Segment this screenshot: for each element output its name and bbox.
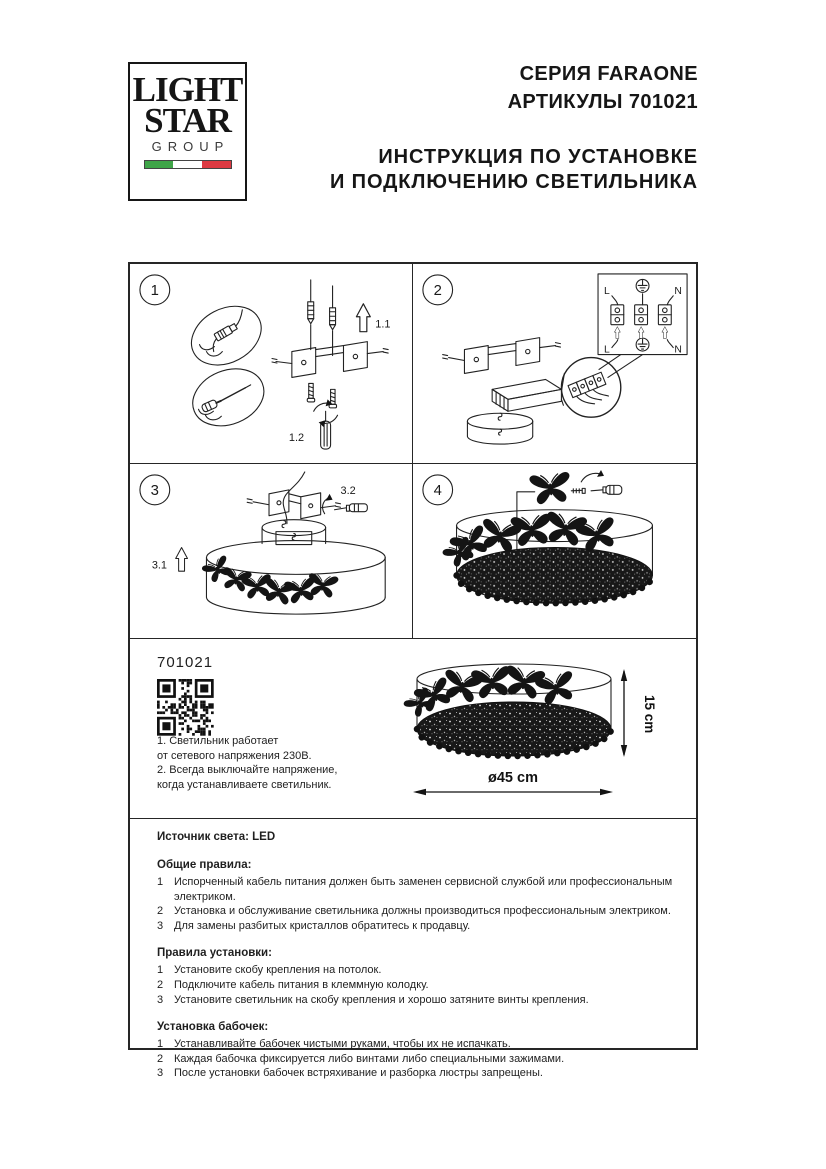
spec-section-general	[157, 858, 676, 933]
instruction-title-line1: ИНСТРУКЦИЯ ПО УСТАНОВКЕ	[378, 146, 698, 168]
flag-green-stripe	[145, 161, 174, 168]
step-label-1-1: 1.1	[375, 318, 391, 331]
item-text: Устанавливайте бабочек чистыми руками, чтобы их не испачкать.	[174, 1038, 511, 1051]
wiring-label-n-bottom: N	[674, 344, 682, 356]
spec-section-installation	[157, 946, 676, 1007]
wiring-label-l-bottom: L	[604, 344, 610, 356]
panel-3-cell	[130, 464, 413, 638]
series-title: СЕРИЯ FARAONE	[519, 63, 698, 85]
spec-item	[157, 875, 676, 904]
panel-1-number: 1	[150, 282, 159, 299]
height-dimension-label: 15 cm	[642, 695, 657, 734]
item-number: 3	[157, 1067, 164, 1080]
item-number: 1	[157, 876, 164, 888]
note-line: от сетевого напряжения 230В.	[157, 749, 312, 762]
instruction-title-line2: И ПОДКЛЮЧЕНИЮ СВЕТИЛЬНИКА	[329, 171, 698, 193]
step-label-3-2: 3.2	[340, 484, 356, 497]
diameter-dimension-label: ø45 cm	[488, 770, 538, 786]
panel-2-diagram	[413, 264, 695, 463]
item-number: 2	[157, 1052, 164, 1065]
spec-item	[157, 1066, 676, 1081]
spec-section-butterflies	[157, 1020, 676, 1081]
panel-4-number: 4	[433, 482, 442, 499]
item-text: После установки бабочек встряхивание и разборка люстры запрещены.	[174, 1067, 543, 1080]
item-text: Каждая бабочка фиксируется либо винтами либо специальными зажимами.	[174, 1052, 565, 1065]
item-text: Установите скобу крепления на потолок.	[174, 964, 382, 977]
article-title: АРТИКУЛЫ 701021	[507, 91, 698, 113]
logo-word-group: GROUP	[151, 139, 230, 154]
step-label-1-2: 1.2	[288, 432, 305, 445]
step-label-3-1: 3.1	[151, 559, 168, 572]
spec-item	[157, 919, 676, 934]
item-number: 3	[157, 993, 164, 1006]
italian-flag-bar	[144, 160, 232, 169]
spec-item	[157, 993, 676, 1008]
product-notes	[157, 734, 337, 792]
panel-1-diagram	[130, 264, 413, 463]
item-text: Для замены разбитых кристаллов обратитесь к продавцу.	[174, 919, 471, 932]
note-line: 2. Всегда выключайте напряжение,	[157, 764, 338, 776]
panel-3-diagram	[130, 464, 413, 638]
item-number: 2	[157, 905, 164, 918]
flag-white-stripe	[173, 161, 202, 168]
panel-3-number: 3	[150, 482, 159, 499]
flag-red-stripe	[202, 161, 231, 168]
item-text: Испорченный кабель питания должен быть заменен сервисной службой или профессиональным электриком.	[174, 876, 673, 903]
wiring-label-l-top: L	[604, 285, 610, 297]
spec-item	[157, 963, 676, 978]
panel-1-cell	[130, 264, 413, 463]
light-source-line: Источник света: LED	[157, 831, 276, 843]
lightstar-logo	[128, 62, 247, 201]
grid-row-3	[130, 639, 696, 819]
grid-row-4	[130, 819, 696, 1080]
document-titles	[330, 60, 698, 195]
chandelier-dimensions-diagram	[398, 639, 696, 818]
grid-row-1	[130, 264, 696, 464]
grid-row-2	[130, 464, 696, 639]
spec-item	[157, 1052, 676, 1067]
item-text: Подключите кабель питания в клеммную колодку.	[174, 978, 429, 991]
panel-4-cell	[413, 464, 696, 638]
wiring-label-n-top: N	[674, 285, 682, 297]
panel-2-cell	[413, 264, 696, 463]
item-number: 3	[157, 919, 164, 932]
logo-word-star: STAR	[144, 101, 231, 140]
logo-word-light: LIGHT	[132, 70, 243, 109]
spec-item	[157, 1037, 676, 1052]
section-heading: Установка бабочек:	[157, 1021, 269, 1034]
note-line: 1. Светильник работает	[157, 735, 279, 747]
section-heading: Общие правила:	[157, 859, 252, 871]
item-text: Установка и обслуживание светильника должны производиться профессиональным электриком.	[174, 905, 671, 918]
panel-4-diagram	[413, 464, 695, 638]
panel-2-number: 2	[433, 282, 442, 299]
product-article: 701021	[157, 654, 214, 671]
item-number: 2	[157, 978, 164, 991]
section-heading: Правила установки:	[157, 947, 272, 960]
item-number: 1	[157, 1038, 164, 1051]
spec-item	[157, 978, 676, 993]
note-line: когда устанавливаете светильник.	[157, 778, 332, 791]
item-number: 1	[157, 964, 164, 977]
spec-item	[157, 904, 676, 919]
item-text: Установите светильник на скобу крепления и хорошо затяните винты крепления.	[174, 993, 589, 1006]
instruction-grid	[128, 262, 698, 1080]
